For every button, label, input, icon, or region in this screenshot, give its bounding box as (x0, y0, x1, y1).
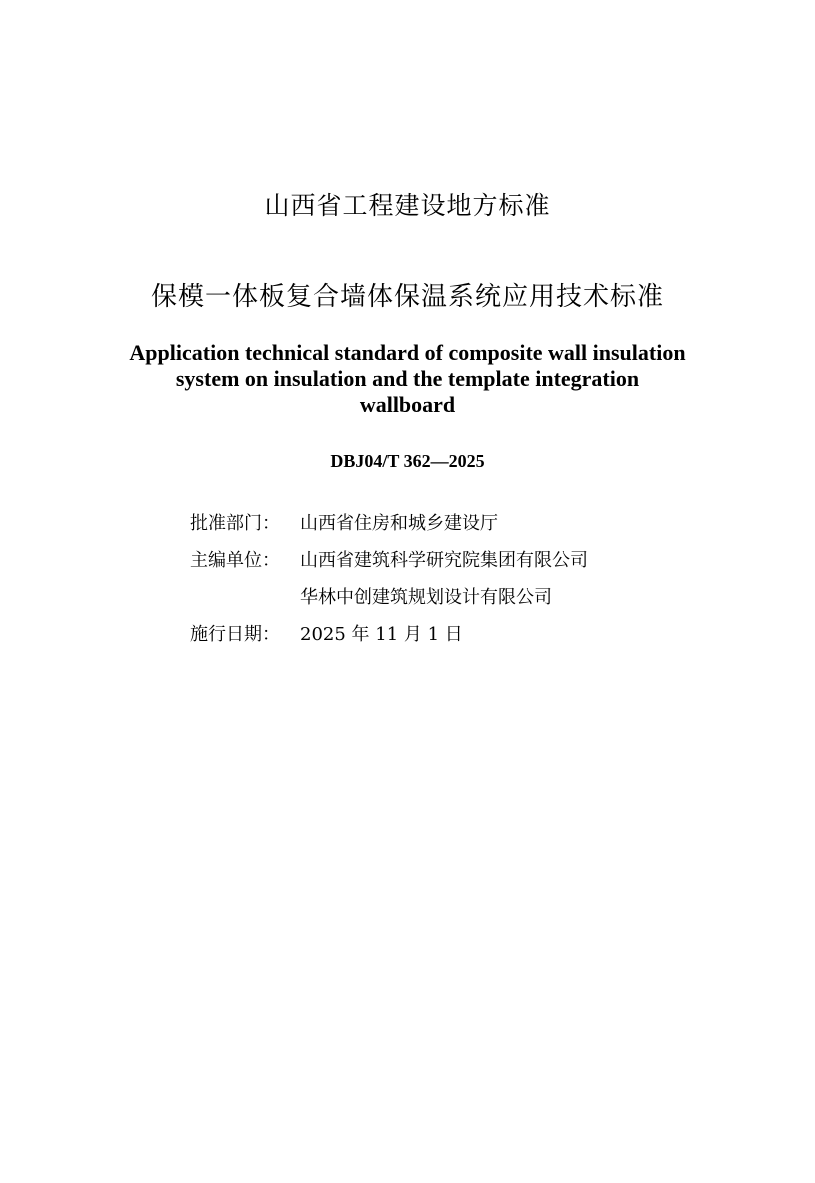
effective-row (190, 614, 588, 651)
approval-label: 批准部门： (190, 512, 280, 534)
editor-value-1: 山西省建筑科学研究院集团有限公司 (300, 549, 588, 571)
chinese-title: 保模一体板复合墙体保温系统应用技术标准 (150, 282, 664, 312)
info-block (190, 503, 588, 651)
english-title-line-2: system on insulation and the template integration (175, 366, 640, 391)
standard-code: DBJ04/T 362—2025 (330, 451, 485, 471)
approval-value: 山西省住房和城乡建设厅 (300, 512, 498, 534)
effective-value: 2025 年 11 月 1 日 (300, 623, 463, 645)
english-title-line-1: Application technical standard of composite wall insulation (129, 340, 686, 365)
editor-label: 主编单位： (190, 549, 280, 571)
effective-label: 施行日期： (190, 623, 280, 645)
editor-row (190, 540, 588, 577)
editor-row-2 (190, 577, 588, 614)
series-title: 山西省工程建设地方标准 (264, 191, 551, 220)
english-title-line-3: wallboard (359, 392, 456, 417)
approval-row (190, 503, 588, 540)
english-title (60, 340, 755, 418)
editor-value-2: 华林中创建筑规划设计有限公司 (300, 586, 552, 608)
